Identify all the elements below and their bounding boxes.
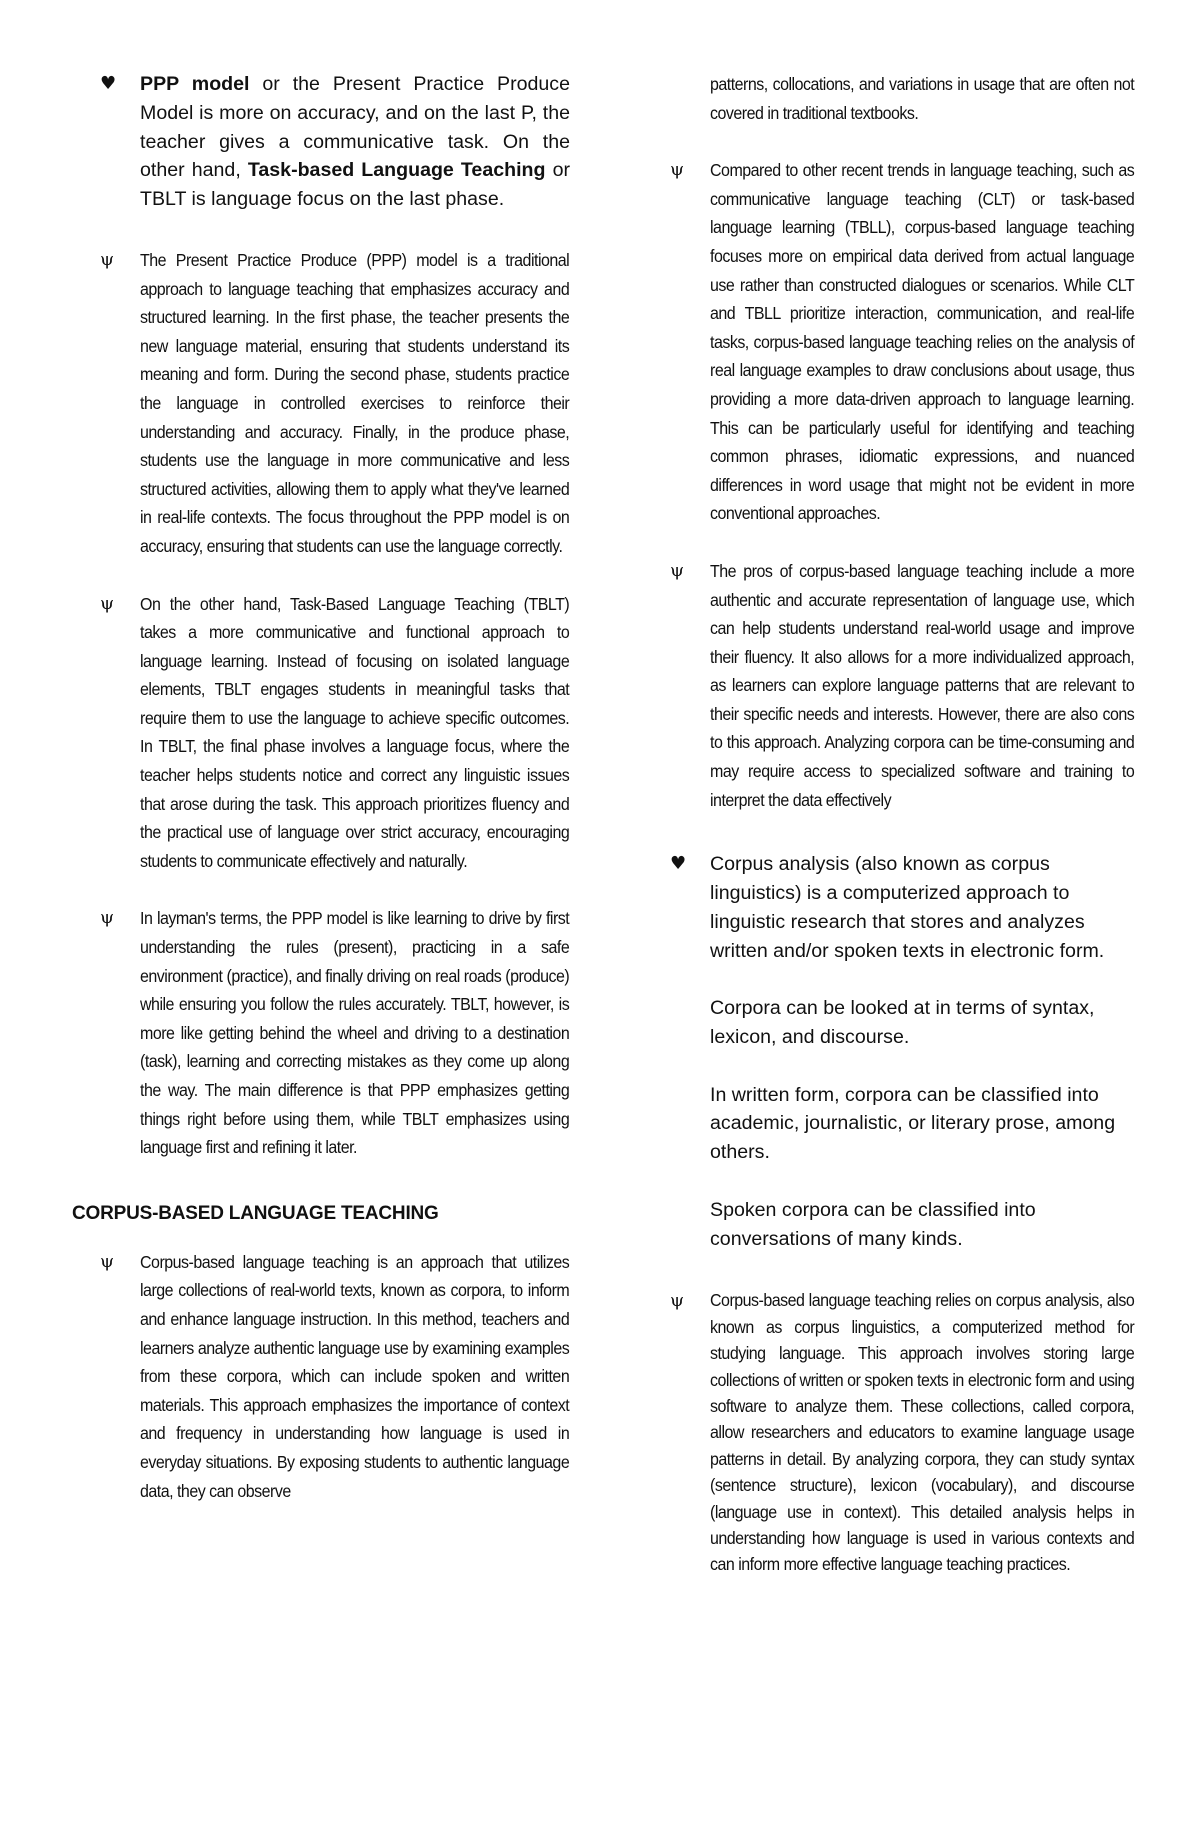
layman-entry <box>100 904 570 1161</box>
layman-text: In layman's terms, the PPP model is like learning to drive by first understanding the rules (present), practicing in a safe environment (practice), and finally driving on real roads (produce) while ensuring you follow the rules accurately. TBLT, however, is more like getting behind the wheel and driving to a destination (task), learning and correcting mistakes as they come up along the way. The main difference is that PPP emphasizes getting things right before using them, while TBLT emphasizes using language first and refining it later. <box>140 908 570 1158</box>
ppp-detail-text: The Present Practice Produce (PPP) model is a traditional approach to language teaching that emphasizes accuracy and structured learning. In the first phase, the teacher presents the new language material, ensuring that students understand its meaning and form. During the second phase, students practice the language in controlled exercises to reinforce their understanding and accuracy. Finally, in the produce phase, students use the language in more communicative and less structured activities, allowing them to apply what they've learned in real-life contexts. The focus throughout the PPP model is on accuracy, ensuring that students can use the language correctly. <box>140 249 570 556</box>
right-column <box>670 70 1135 1578</box>
ppp-detail-entry <box>100 246 570 561</box>
ppp-summary-entry <box>100 70 570 214</box>
psi-bullet-icon: ψ <box>100 592 115 614</box>
corpus-intro-entry <box>100 1248 570 1505</box>
compared-text: Compared to other recent trends in language teaching, such as communicative language teaching (CLT) or task-based language learning (TBLL), corpus-based language teaching focuses more on empirical data derived from actual language use rather than constructed dialogues or scenarios. While CLT and TBLL prioritize interaction, communication, and real-life tasks, corpus-based language teaching relies on the analysis of real language examples to draw conclusions about usage, thus providing a more data-driven approach to language learning. This can be particularly useful for identifying and teaching common phrases, idiomatic expressions, and nuanced differences in word usage that might not be evident in more conventional approaches. <box>710 160 1135 524</box>
tblt-term: Task-based Language Teaching <box>247 159 546 182</box>
psi-bullet-icon: ψ <box>100 248 115 270</box>
continuation-text: patterns, collocations, and variations in usage that are often not covered in traditional textbooks. <box>710 74 1135 123</box>
corpus-reliance-text: Corpus-based language teaching relies on corpus analysis, also known as corpus linguistics, a computerized method for studying language. This approach involves storing large collections of written or spoken texts in electronic form and using software to analyze them. These collections, called corpora, allow researchers and educators to examine language usage patterns in detail. By analyzing corpora, they can study syntax (sentence structure), lexicon (vocabulary), and discourse (language use in context). This detailed analysis helps in understanding how language is used in various contexts and can inform more effective language teaching practices. <box>710 1290 1135 1575</box>
psi-bullet-icon: ψ <box>670 1290 685 1312</box>
psi-bullet-icon: ψ <box>100 907 115 929</box>
tblt-detail-text: On the other hand, Task-Based Language Teaching (TBLT) takes a more communicative and functional approach to language learning. Instead of focusing on isolated language elements, TBLT engages students in meaningful tasks that require them to use the language to achieve specific outcomes. In TBLT, the final phase involves a language focus, where the teacher helps students notice and correct any linguistic issues that arose during the task. This approach prioritizes fluency and the practical use of language over strict accuracy, encouraging students to communicate effectively and naturally. <box>140 593 570 871</box>
corpus-analysis-paragraph: Corpus analysis (also known as corpus linguistics) is a computerized approach to linguistic research that stores and analyzes written and/or spoken texts in electronic form. <box>710 853 1105 962</box>
continuation-entry <box>670 70 1135 127</box>
left-column <box>72 70 570 1505</box>
ppp-summary-text: PPP model or the Present Practice Produce Model is more on accuracy, and on the last P, the teacher gives a communicative task. On the other hand, Task-based Language Teaching or TBLT is language focus on the last phase. <box>140 73 570 211</box>
corpus-analysis-entry <box>670 850 1135 1253</box>
corpus-intro-text: Corpus-based language teaching is an approach that utilizes large collections of real-world texts, known as corpora, to inform and enhance language instruction. In this method, teachers and learners analyze authentic language use by examining examples from these corpora, which can include spoken and written materials. This approach emphasizes the importance of context and frequency in understanding how language is used in everyday situations. By exposing students to authentic language data, they can observe <box>140 1251 570 1501</box>
compared-entry <box>670 156 1135 528</box>
pros-entry <box>670 557 1135 814</box>
section-title: CORPUS-BASED LANGUAGE TEACHING <box>72 1202 439 1224</box>
corpus-analysis-paragraph: Corpora can be looked at in terms of syntax, lexicon, and discourse. <box>710 997 1095 1049</box>
heart-bullet-icon: ♥ <box>670 853 687 875</box>
psi-bullet-icon: ψ <box>100 1250 115 1272</box>
corpus-analysis-paragraph: In written form, corpora can be classified into academic, journalistic, or literary prose, among others. <box>710 1083 1116 1164</box>
psi-bullet-icon: ψ <box>670 559 685 581</box>
corpus-analysis-text <box>710 850 1135 1253</box>
pros-text: The pros of corpus-based language teaching include a more authentic and accurate representation of language use, which can help students understand real-world usage and improve their fluency. It also allows for a more individualized approach, as learners can explore language patterns that are relevant to their specific needs and interests. However, there are also cons to this approach. Analyzing corpora can be time-consuming and may require access to specialized software and training to interpret the data effectively <box>710 560 1135 810</box>
tblt-detail-entry <box>100 590 570 876</box>
ppp-model-term: PPP model <box>140 73 250 95</box>
psi-bullet-icon: ψ <box>670 159 685 181</box>
heart-bullet-icon: ♥ <box>100 73 117 94</box>
corpus-reliance-entry <box>670 1287 1135 1577</box>
corpus-analysis-paragraph: Spoken corpora can be classified into conversations of many kinds. <box>710 1198 1036 1250</box>
